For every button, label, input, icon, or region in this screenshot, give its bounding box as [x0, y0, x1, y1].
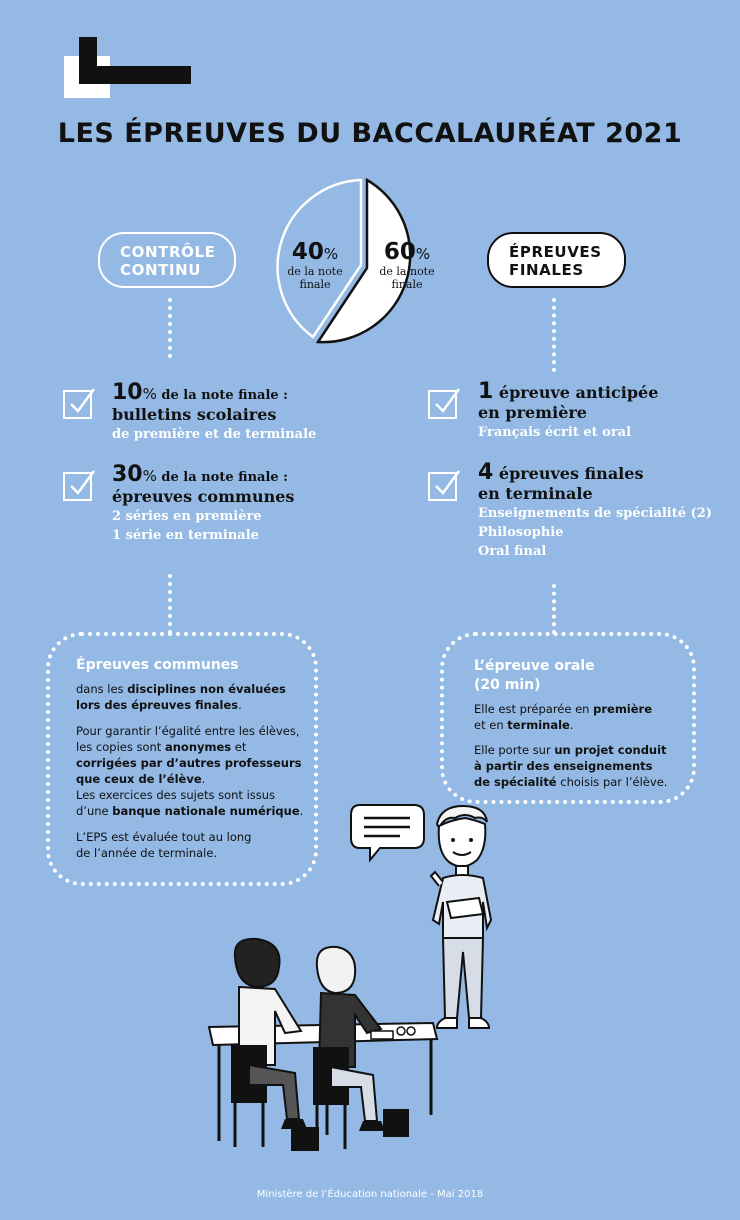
right-item-1-head-1: épreuve anticipée: [493, 383, 659, 402]
box-left-content: [76, 656, 312, 861]
pill-left-line-2: CONTINU: [120, 261, 202, 279]
left-item-2: [112, 462, 362, 545]
right-item-1-num: 1: [478, 379, 494, 404]
pill-left-line-1: CONTRÔLE: [120, 243, 216, 261]
pill-right-line-2: FINALES: [509, 261, 584, 279]
box-left-title: Épreuves communes: [76, 657, 239, 673]
pie-left-symbol: %: [323, 245, 339, 263]
box-left-p2: Pour garantir l’égalité entre les élèves, les copies sont anonymes et corrigées par d’autres professeurs que ceux de l’élève. Les exercices des sujets sont issus d’une banque nationale numérique.: [76, 724, 304, 818]
box-right-title-1: L’épreuve orale: [474, 658, 595, 674]
logo-black-horizontal: [79, 66, 191, 84]
pill-epreuves-finales: [487, 232, 626, 288]
right-item-1-head-2: en première: [478, 403, 587, 422]
students-illustration: [205, 935, 445, 1157]
page-title: LES ÉPREUVES DU BACCALAURÉAT 2021: [57, 118, 683, 149]
box-right-content: [474, 657, 692, 790]
left-item-2-sub-2: 1 série en terminale: [112, 528, 259, 543]
left-item-2-rest: de la note finale :: [156, 470, 288, 485]
pie-right-sub-1: de la note: [379, 265, 435, 278]
pill-controle-continu: [98, 232, 236, 288]
checkbox-icon: [427, 468, 461, 502]
pie-right-sub-2: finale: [391, 278, 423, 291]
pie-left-sub-2: finale: [299, 278, 331, 291]
pie-right-value: 60: [383, 239, 416, 265]
connector-left-bottom: [168, 574, 172, 634]
footer-credit: Ministère de l’Éducation nationale - Mai 2018: [256, 1189, 484, 1200]
pie-left-label: [280, 239, 350, 291]
right-item-2-num: 4: [478, 460, 494, 485]
right-item-2-sub-2: Philosophie: [478, 525, 564, 540]
left-item-1-rest: de la note finale :: [156, 388, 288, 403]
left-item-2-sub-1: 2 séries en première: [112, 509, 262, 524]
left-item-1-head: bulletins scolaires: [112, 405, 277, 424]
connector-left-top: [168, 298, 172, 358]
right-item-2-head-1: épreuves finales: [493, 464, 644, 483]
connector-right-top: [552, 298, 556, 372]
left-item-1-sym: %: [142, 385, 157, 403]
left-item-1: [112, 380, 362, 444]
speech-bubble-icon: [348, 802, 430, 866]
pie-left-value: 40: [291, 239, 324, 265]
right-item-2-head-2: en terminale: [478, 484, 593, 503]
checkbox-icon: [427, 386, 461, 420]
pie-right-label: [372, 239, 442, 291]
left-item-2-num: 30: [112, 462, 143, 487]
right-item-1: [478, 379, 733, 442]
box-left-p3: L’EPS est évaluée tout au long de l’année de terminale.: [76, 830, 252, 860]
pie-right-symbol: %: [415, 245, 431, 263]
pie-left-sub-1: de la note: [287, 265, 343, 278]
checkbox-icon: [62, 386, 96, 420]
right-item-2-sub-3: Oral final: [478, 544, 547, 559]
box-right-p1: Elle est préparée en première et en terminale.: [474, 702, 653, 732]
right-item-1-sub: Français écrit et oral: [478, 425, 632, 440]
right-item-2: [478, 460, 733, 561]
checkbox-icon: [62, 468, 96, 502]
pill-right-line-1: ÉPREUVES: [509, 243, 602, 261]
connector-right-bottom: [552, 584, 556, 634]
box-right-title-2: (20 min): [474, 677, 541, 693]
box-left-p1: dans les disciplines non évaluées lors des épreuves finales.: [76, 682, 286, 712]
left-item-2-sym: %: [142, 467, 157, 485]
left-item-2-head: épreuves communes: [112, 487, 295, 506]
right-item-2-sub-1: Enseignements de spécialité (2): [478, 506, 712, 521]
left-item-1-sub: de première et de terminale: [112, 427, 317, 442]
left-item-1-num: 10: [112, 380, 143, 405]
box-right-p2: Elle porte sur un projet conduit à partir des enseignements de spécialité choisis par l’élève.: [474, 743, 668, 789]
